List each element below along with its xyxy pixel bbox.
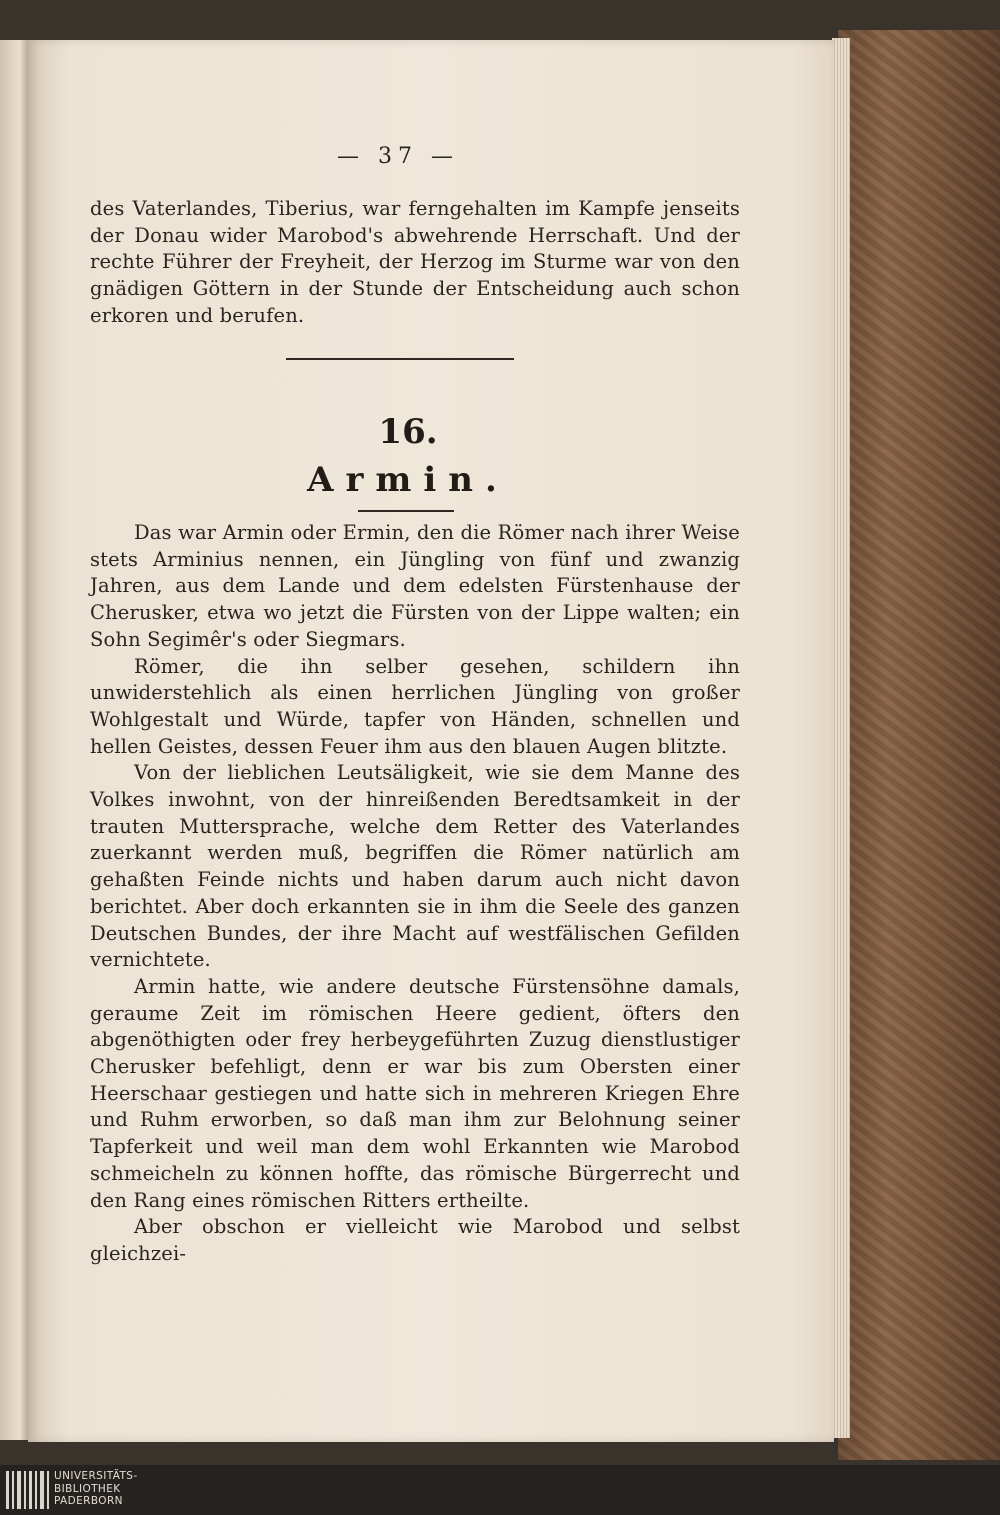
book-cover-edge (838, 30, 1000, 1460)
section-divider (286, 358, 514, 360)
section-number: 16. (378, 412, 438, 452)
paragraph: Das war Armin oder Ermin, den die Römer nach ihrer Weise stets Arminius nennen, ein Jüngling von fünf und zwanzig Jahren, aus dem Lande und dem edelsten Fürstenhause der Cherusker, etwa wo jetzt die Fürsten von der Lippe walten; ein Sohn Segimêr's oder Siegmars. (90, 521, 740, 651)
paragraph: Armin hatte, wie andere deutsche Fürstensöhne damals, geraume Zeit im römischen Heere gedient, öfters den abgenöthigten oder frey herbeygeführten Zuzug dienstlustiger Cherusker befehligt, denn er war bis zum Obersten einer Heerschaar gestiegen und hatte sich in mehreren Kriegen Ehre und Ruhm erworben, so daß man ihm zur Belohnung seiner Tapferkeit und weil man dem wohl Erkannten wie Marobod schmeicheln zu können hoffte, das römische Bürgerrecht und den Rang eines römischen Ritters ertheilte. (90, 974, 740, 1212)
library-logo-icon (6, 1471, 50, 1509)
book-page (28, 40, 834, 1442)
intro-text-block (90, 196, 740, 330)
left-page-edge (0, 40, 28, 1440)
body-text-block (90, 520, 740, 1268)
intro-paragraph: des Vaterlandes, Tiberius, war ferngehalten im Kampfe jenseits der Donau wider Marobod's abwehrende Herrschaft. Und der rechte Führer der Freyheit, der Herzog im Sturme war von den gnädigen Göttern in der Stunde der Entscheidung auch schon erkoren und berufen. (90, 197, 740, 327)
paragraph: Aber obschon er vielleicht wie Marobod und selbst gleichzei- (90, 1215, 740, 1265)
page-stack-edge (832, 38, 850, 1438)
page-number: — 37 — (337, 144, 459, 169)
section-title: Armin. (307, 460, 509, 500)
library-name: UNIVERSITÄTS- BIBLIOTHEK PADERBORN (54, 1470, 138, 1507)
library-footer (0, 1465, 1000, 1515)
paragraph: Von der lieblichen Leutsäligkeit, wie sie dem Manne des Volkes inwohnt, von der hinreißenden Beredtsamkeit in der trauten Muttersprache, welche dem Retter des Vaterlandes zuerkannt werden muß, begriffen die Römer natürlich am gehaßten Feinde nichts und haben darum auch nicht davon berichtet. Aber doch erkannten sie in ihm die Seele des ganzen Deutschen Bundes, der ihre Macht auf westfälischen Gefilden vernichtete. (90, 761, 740, 972)
title-underline (358, 510, 454, 512)
paragraph: Römer, die ihn selber gesehen, schildern ihn unwiderstehlich als einen herrlichen Jüngling von großer Wohlgestalt und Würde, tapfer von Händen, schnellen und hellen Geistes, dessen Feuer ihm aus den blauen Augen blitzte. (90, 654, 740, 758)
